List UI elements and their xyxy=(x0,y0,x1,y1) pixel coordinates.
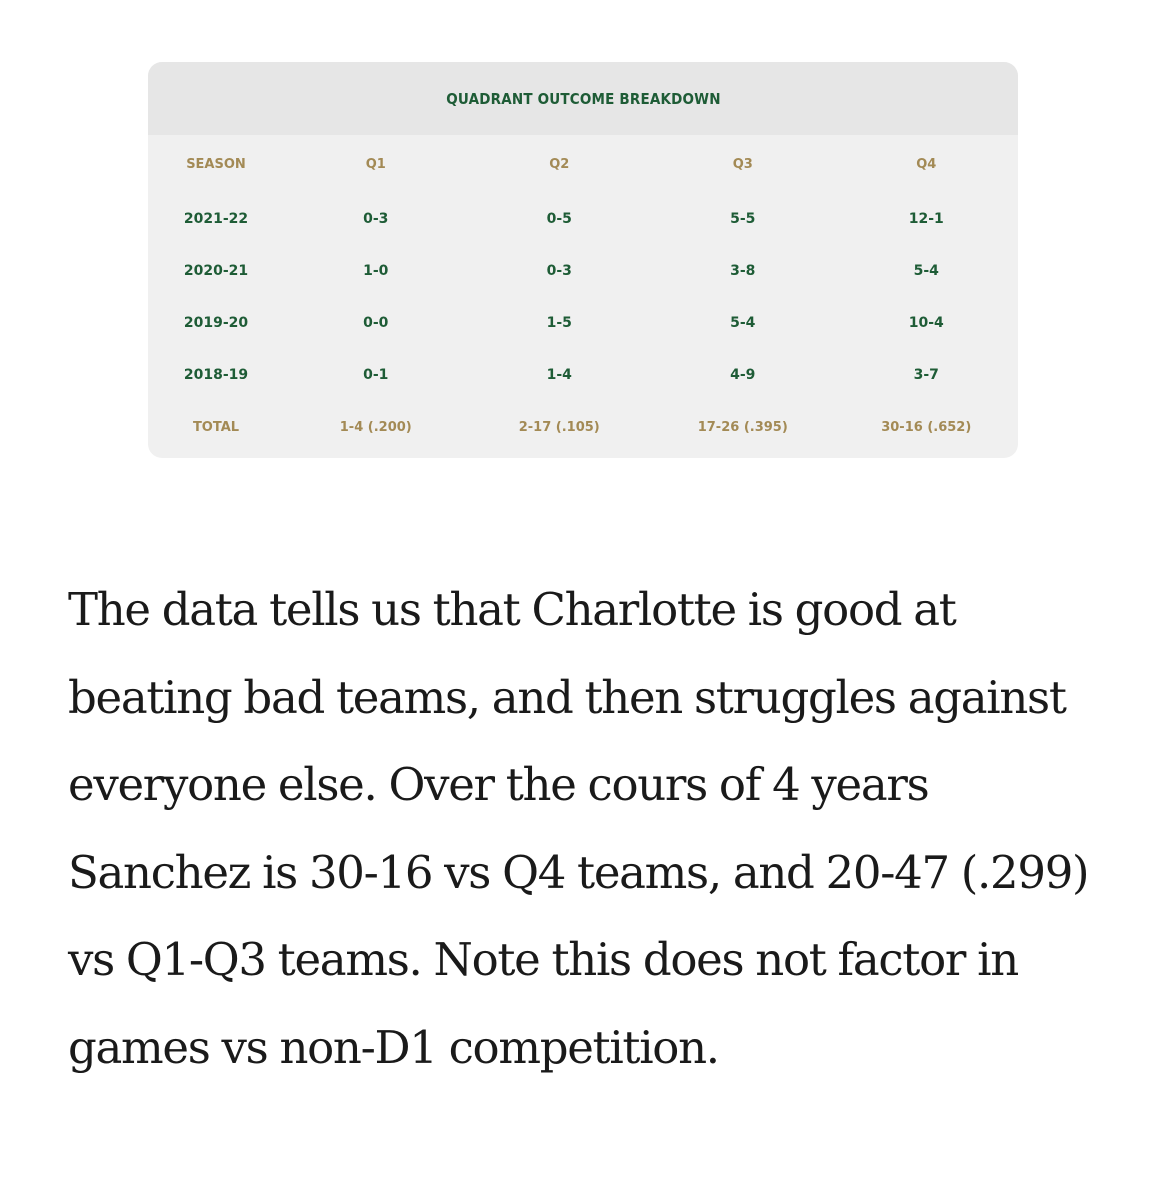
q4-cell: 10-4 xyxy=(908,315,944,331)
total-label: TOTAL xyxy=(192,419,240,435)
q2-cell: 1-5 xyxy=(546,315,572,331)
total-row xyxy=(148,401,1018,453)
q4-cell: 3-7 xyxy=(913,367,939,383)
table-row xyxy=(148,193,1018,245)
q3-cell: 4-9 xyxy=(730,367,756,383)
quadrant-table xyxy=(148,135,1018,453)
q4-cell: 12-1 xyxy=(908,211,944,227)
table-title: QUADRANT OUTCOME BREAKDOWN xyxy=(445,89,721,108)
header-season: SEASON xyxy=(186,156,246,172)
card-header xyxy=(148,62,1018,135)
header-q4: Q4 xyxy=(916,156,937,172)
table-row xyxy=(148,297,1018,349)
q1-cell: 0-1 xyxy=(363,367,389,383)
q3-cell: 5-4 xyxy=(730,315,756,331)
q1-cell: 1-0 xyxy=(363,263,389,279)
total-q3: 17-26 (.395) xyxy=(697,419,788,435)
quadrant-breakdown-card xyxy=(148,62,1018,458)
article-paragraph: The data tells us that Charlotte is good at beating bad teams, and then struggles against everyone else. Over the cours of 4 years Sanchez is 30-16 vs Q4 teams, and 20-47 (.299) vs Q1-Q3 teams. Note this does not factor in games vs non-D1 competition. xyxy=(68,583,1089,1074)
table-row xyxy=(148,245,1018,297)
season-cell: 2021-22 xyxy=(183,211,249,227)
header-q1: Q1 xyxy=(365,156,386,172)
total-q4: 30-16 (.652) xyxy=(881,419,972,435)
season-cell: 2019-20 xyxy=(183,315,249,331)
q1-cell: 0-3 xyxy=(363,211,389,227)
season-cell: 2018-19 xyxy=(183,367,249,383)
header-row xyxy=(148,135,1018,193)
q3-cell: 3-8 xyxy=(730,263,756,279)
q1-cell: 0-0 xyxy=(363,315,389,331)
q2-cell: 0-5 xyxy=(546,211,572,227)
q3-cell: 5-5 xyxy=(730,211,756,227)
total-q1: 1-4 (.200) xyxy=(339,419,412,435)
header-q2: Q2 xyxy=(549,156,570,172)
header-q3: Q3 xyxy=(732,156,753,172)
total-q2: 2-17 (.105) xyxy=(518,419,600,435)
season-cell: 2020-21 xyxy=(183,263,249,279)
q4-cell: 5-4 xyxy=(913,263,939,279)
q2-cell: 1-4 xyxy=(546,367,572,383)
q2-cell: 0-3 xyxy=(546,263,572,279)
table-row xyxy=(148,349,1018,401)
